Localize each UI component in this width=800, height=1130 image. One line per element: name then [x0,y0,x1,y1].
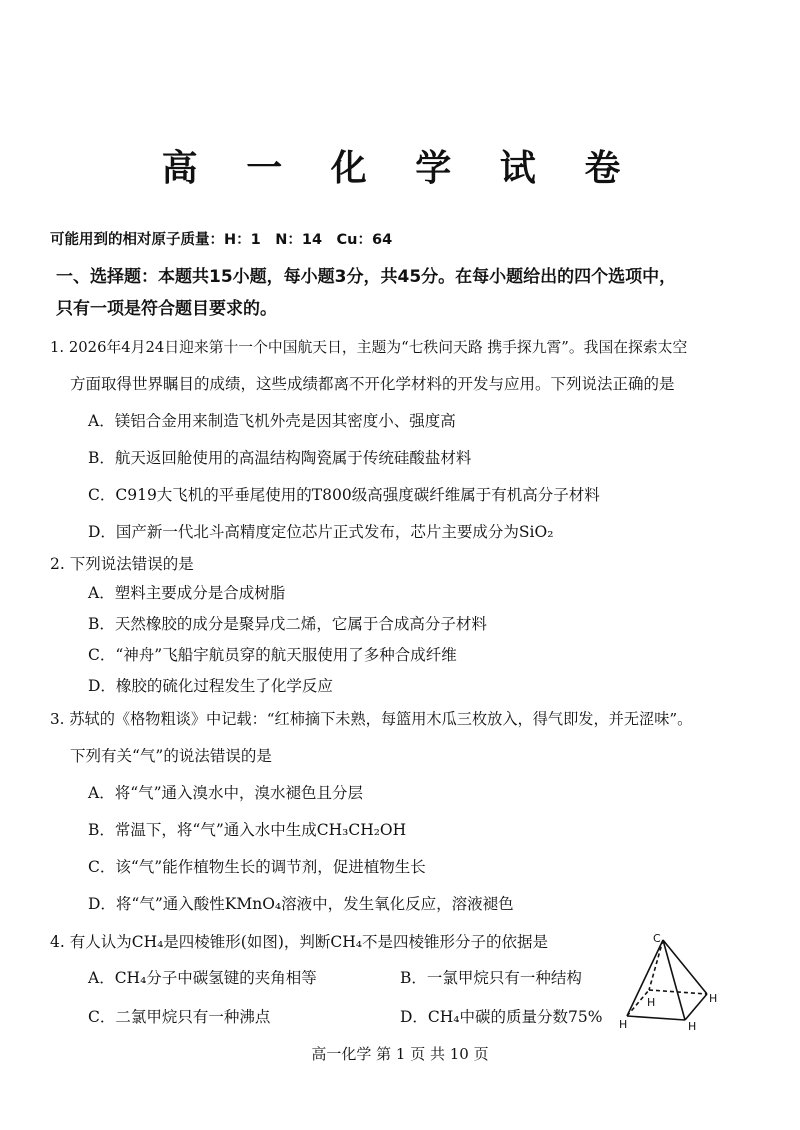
pyramid-figure [615,928,725,1033]
hydrogen-label: H [619,1018,628,1031]
q1-option-b: B．航天返回舱使用的高温结构陶瓷属于传统硅酸盐材料 [88,449,472,467]
q4-option-b: B．一氯甲烷只有一种结构 [400,969,582,987]
section-heading-line1: 一、选择题：本题共15小题，每小题3分，共45分。在每小题给出的四个选项中， [56,267,677,287]
section-heading-line2: 只有一项是符合题目要求的。 [56,299,277,319]
pyramid-base-edge [685,994,707,1020]
q2-option-b: B．天然橡胶的成分是聚异戊二烯，它属于合成高分子材料 [88,615,487,633]
q2-option-a: A．塑料主要成分是合成树脂 [88,584,286,602]
q4-stem: 4. 有人认为CH₄是四棱锥形(如图)，判断CH₄不是四棱锥形分子的依据是 [50,933,548,951]
q3-option-b: B．常温下，将“气”通入水中生成CH₃CH₂OH [88,821,407,839]
q1-option-c: C．C919大飞机的平垂尾使用的T800级高强度碳纤维属于有机高分子材料 [88,486,600,504]
q1-stem-line2: 方面取得世界瞩目的成绩，这些成绩都离不开化学材料的开发与应用。下列说法正确的是 [70,375,675,393]
q3-stem-line1: 3. 苏轼的《格物粗谈》中记载：“红柿摘下未熟，每篮用木瓜三枚放入，得气即发，并无涩味”。 [50,710,693,728]
q3-option-a: A．将“气”通入溴水中，溴水褪色且分层 [88,784,364,802]
q2-stem: 2. 下列说法错误的是 [50,555,194,573]
page-footer: 高一化学 第 1 页 共 10 页 [311,1045,489,1063]
hydrogen-label: H [647,996,656,1009]
atomic-masses: 可能用到的相对原子质量：H：1 N：14 Cu：64 [50,232,393,248]
q3-stem-line2: 下列有关“气”的说法错误的是 [70,747,272,765]
pyramid-base-edge [627,1016,685,1020]
carbon-label: C [653,932,661,945]
q2-option-c: C．“神舟”飞船宇航员穿的航天服使用了多种合成纤维 [88,646,457,664]
hydrogen-label: H [709,992,718,1005]
page-title: 高 一 化 学 试 卷 [161,148,639,189]
q1-option-a: A．镁铝合金用来制造飞机外壳是因其密度小、强度高 [88,412,456,430]
hydrogen-label: H [688,1020,697,1033]
q1-stem-line1: 1. 2026年4月24日迎来第十一个中国航天日，主题为“七秩问天路 携手探九霄”。我国在探索太空 [50,339,688,356]
q1-option-d: D．国产新一代北斗高精度定位芯片正式发布，芯片主要成分为SiO₂ [88,523,554,541]
q4-option-d: D．CH₄中碳的质量分数75% [400,1008,603,1026]
q2-option-d: D．橡胶的硫化过程发生了化学反应 [88,677,333,695]
pyramid-edge [663,940,685,1020]
pyramid-edge [627,940,663,1016]
q4-option-a: A．CH₄分子中碳氢键的夹角相等 [88,969,317,987]
q4-option-c: C．二氯甲烷只有一种沸点 [88,1008,271,1026]
q3-option-c: C．该“气”能作植物生长的调节剂，促进植物生长 [88,858,426,876]
q3-option-d: D．将“气”通入酸性KMnO₄溶液中，发生氧化反应，溶液褪色 [88,895,514,913]
